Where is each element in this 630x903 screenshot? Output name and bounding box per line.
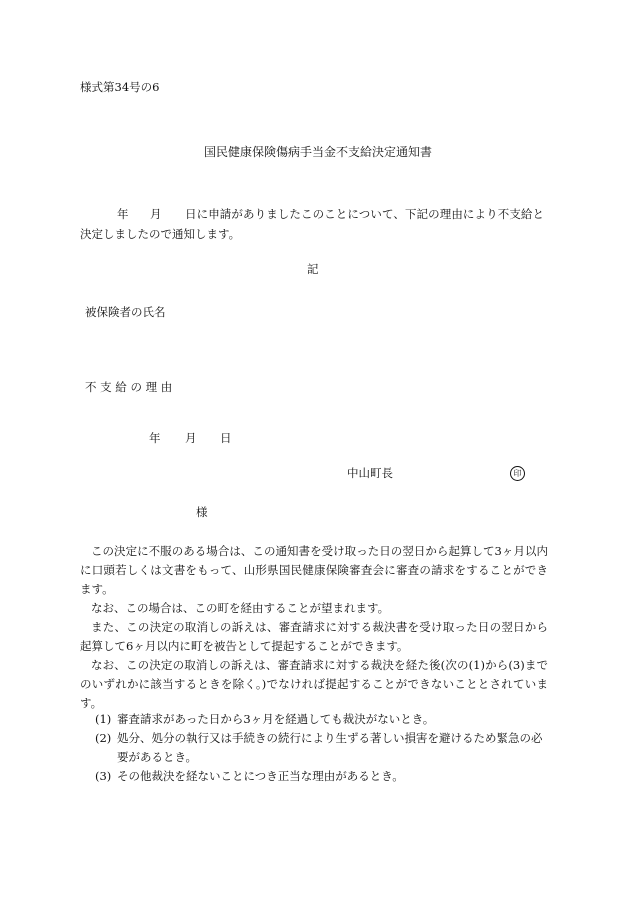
addressee-suffix: 様 [196,505,208,519]
exception-item-3-number: (3) [95,769,112,783]
intro-line-2: 決定しましたので通知します。 [80,227,241,241]
issuer-name: 中山町長 [347,466,393,480]
lawsuit-condition-paragraph: なお、この決定の取消しの訴えは、審査請求に対する裁決を経た後(次の(1)から(3)までのいずれかに該当するときを除く。)でなければ提起することができないこととされています。 [80,658,548,710]
document-title: 国民健康保険傷病手当金不支給決定通知書 [204,145,433,159]
date-month-label: 月 [185,431,197,445]
intro-month-label: 月 [150,207,162,221]
exception-item-1-text: 審査請求があった日から3ヶ月を経過しても裁決がないとき。 [117,712,435,726]
insured-name-label: 被保険者の氏名 [85,305,166,319]
date-year-label: 年 [149,431,161,445]
intro-line-1: 日に申請がありましたこのことについて、下記の理由により不支給と [185,207,545,221]
exception-item-2-text: 処分、処分の執行又は手続きの続行により生ずる著しい損害を避けるため緊急の必要があるとき。 [117,731,543,764]
exception-item-2-number: (2) [95,731,112,745]
lawsuit-notice-paragraph: また、この決定の取消しの訴えは、審査請求に対する裁決書を受け取った日の翌日から起算して6ヶ月以内に町を被告として提起することができます。 [80,620,548,653]
exception-item-1-number: (1) [95,712,112,726]
form-number: 様式第34号の6 [80,80,160,94]
reason-label: 不 支 給 の 理 由 [85,380,173,394]
intro-year-label: 年 [117,207,129,221]
date-day-label: 日 [220,431,232,445]
seal-mark: 印 [510,466,525,481]
exception-item-3-text: その他裁決を経ないことにつき正当な理由があるとき。 [117,769,404,783]
ki-heading: 記 [307,262,319,276]
appeal-notice-paragraph: この決定に不服のある場合は、この通知書を受け取った日の翌日から起算して3ヶ月以内に口頭若しくは文書をもって、山形県国民健康保険審査会に審査の請求をすることができます。 [80,544,548,596]
routing-note-paragraph: なお、この場合は、この町を経由することが望まれます。 [91,601,390,615]
